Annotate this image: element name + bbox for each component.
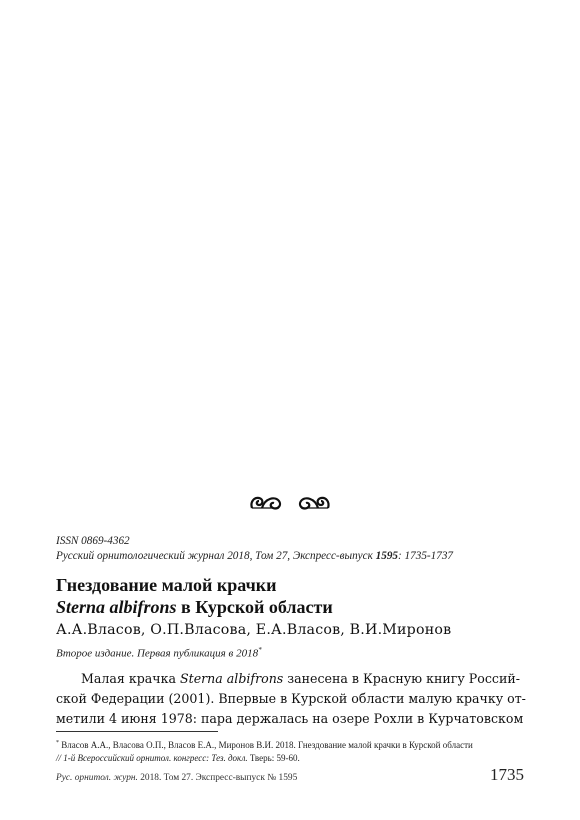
footnote-line-1 [56, 737, 526, 752]
footnote-mark: * [258, 646, 262, 654]
issue-number: 1595 [375, 550, 399, 562]
body-line-1 [56, 669, 526, 689]
section-ornament [0, 493, 580, 513]
body-text-segment: Малая крачка [81, 671, 181, 686]
page-number: 1735 [490, 765, 524, 784]
journal-name: Русский орнитологический журнал 2018, Том 27, Экспресс-выпуск [56, 550, 376, 562]
issn: ISSN 0869-4362 [56, 535, 130, 547]
article-body [56, 669, 526, 729]
publication-meta [56, 534, 526, 564]
footnote-source: // 1-й Всероссийский орнитол. конгресс: Тез. докл. [56, 753, 248, 763]
footer-issue: 2018. Том 27. Экспресс-выпуск № 1595 [137, 773, 298, 783]
title-line-1: Гнездование малой крачки [56, 575, 277, 595]
article-title [56, 574, 526, 618]
footnote-rule [56, 731, 218, 732]
species-latin-name: Sterna albifrons [56, 597, 177, 617]
title-line-2 [56, 596, 526, 618]
body-text-segment: занесена в Красную книгу Россий- [283, 671, 521, 686]
footnote-citation: Власов А.А., Власова О.П., Власов Е.А., Миронов В.И. 2018. Гнездование малой крачки в Курской области [59, 740, 473, 750]
body-line-3: метили 4 июня 1978: пара держалась на озере Рохли в Курчатовском [56, 711, 524, 726]
edition-text: Второе издание. Первая публикация в 2018 [56, 647, 259, 660]
authors: А.А.Власов, О.П.Власова, Е.А.Власов, В.И.Миронов [56, 622, 452, 638]
journal-citation [56, 549, 526, 564]
right-flourish-icon [297, 493, 331, 513]
footnote [56, 737, 526, 765]
footer-journal: Рус. орнитол. журн. [56, 773, 138, 783]
page-range: : 1735-1737 [398, 550, 454, 562]
footnote-pages: Тверь: 59-60. [247, 753, 300, 763]
title-line-2-rest: в Курской области [176, 597, 333, 617]
footnote-marker: * [56, 740, 59, 746]
running-footer [56, 773, 297, 783]
footnote-line-2 [56, 752, 526, 765]
edition-note [56, 646, 526, 660]
body-line-2: ской Федерации (2001). Впервые в Курской области малую крачку от- [56, 691, 526, 706]
species-latin-inline: Sterna albifrons [180, 671, 284, 686]
left-flourish-icon [249, 493, 283, 513]
